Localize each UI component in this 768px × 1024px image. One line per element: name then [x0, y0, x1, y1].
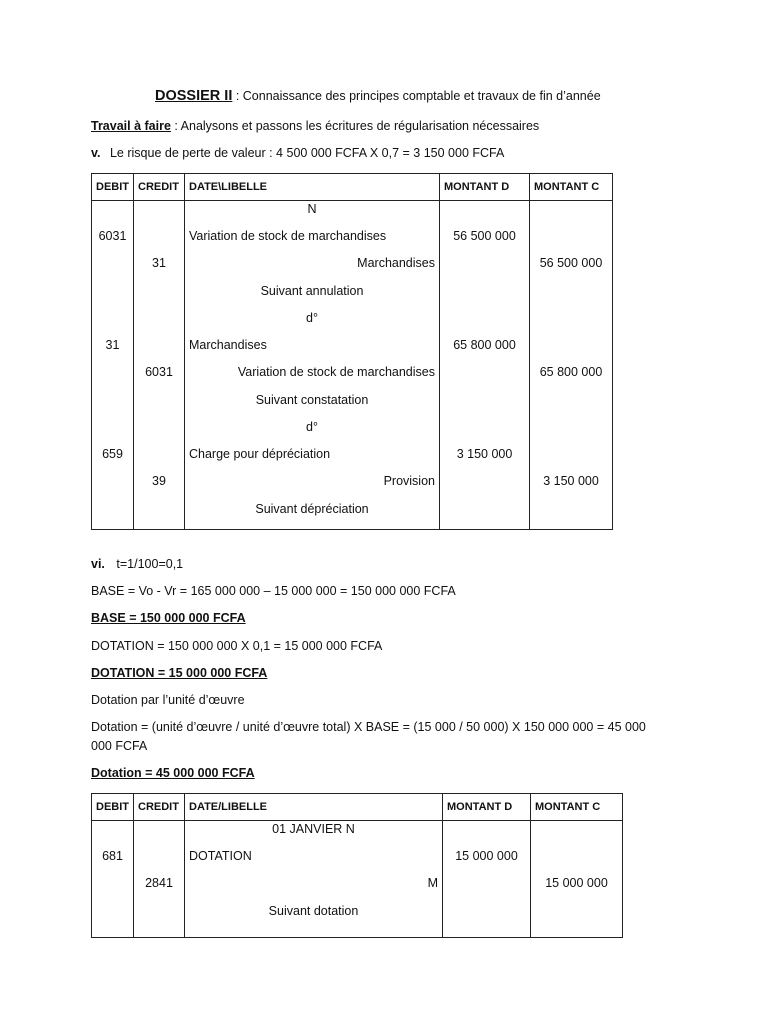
base-calculation: BASE = Vo - Vr = 165 000 000 – 15 000 000 = 150 000 000 FCFA: [91, 584, 456, 598]
entry-note: Suivant constatation: [255, 393, 369, 407]
unit-calculation-line1: Dotation = (unité d’œuvre / unité d’œuvre total) X BASE = (15 000 / 50 000) X 150 000 000 = 45 000: [91, 720, 646, 734]
document-title: [155, 88, 601, 104]
unit-method-title: Dotation par l’unité d’œuvre: [91, 693, 245, 707]
entry-label: Marchandises: [189, 338, 267, 352]
unit-calculation-line2: 000 FCFA: [91, 739, 148, 753]
montant-c-cell: [530, 201, 613, 530]
credit-amount: 56 500 000: [539, 256, 603, 270]
task-text: : Analysons et passons les écritures de régularisation nécessaires: [170, 119, 540, 133]
col-header-montant-d: MONTANT D: [443, 794, 531, 821]
debit-account: 659: [102, 447, 123, 461]
credit-cell: [134, 821, 185, 938]
dotation-calculation: DOTATION = 150 000 000 X 0,1 = 15 000 000 FCFA: [91, 639, 383, 653]
col-header-credit: CREDIT: [134, 174, 185, 201]
credit-account: 6031: [145, 365, 173, 379]
entry-label: Variation de stock de marchandises: [237, 365, 435, 379]
date-label: 01 JANVIER N: [272, 822, 355, 836]
entry-label: DOTATION: [189, 849, 252, 863]
col-header-libelle: DATE\LIBELLE: [185, 174, 440, 201]
debit-cell: [92, 821, 134, 938]
entry-label: Charge pour dépréciation: [189, 447, 331, 461]
item-v-line: [91, 146, 504, 160]
debit-amount: 3 150 000: [456, 447, 513, 461]
entry-label: Provision: [383, 474, 435, 488]
col-header-montant-c: MONTANT C: [530, 174, 613, 201]
entry-note: Suivant annulation: [260, 284, 364, 298]
journal-table-1: [91, 173, 613, 530]
dotation-result: DOTATION = 15 000 000 FCFA: [91, 666, 268, 680]
debit-amount: 15 000 000: [455, 849, 518, 863]
rate-formula: t=1/100=0,1: [116, 557, 184, 571]
col-header-debit: DEBIT: [92, 794, 134, 821]
journal-table-2: [91, 793, 623, 938]
debit-account: 681: [102, 849, 123, 863]
libelle-cell: [185, 201, 440, 530]
debit-amount: 56 500 000: [453, 229, 516, 243]
debit-account: 6031: [98, 229, 127, 243]
col-header-montant-d: MONTANT D: [440, 174, 530, 201]
col-header-montant-c: MONTANT C: [531, 794, 623, 821]
item-vi-line: [91, 557, 183, 571]
ditto-mark: d°: [306, 420, 318, 434]
montant-d-cell: [443, 821, 531, 938]
entry-note: Suivant dépréciation: [255, 502, 369, 516]
entry-label: M: [427, 876, 438, 890]
dossier-subtitle: : Connaissance des principes comptable et travaux de fin d’année: [232, 89, 601, 103]
debit-amount: 65 800 000: [453, 338, 516, 352]
debit-cell: [92, 201, 134, 530]
credit-cell: [134, 201, 185, 530]
credit-account: 31: [152, 256, 166, 270]
task-line: [91, 119, 539, 133]
col-header-credit: CREDIT: [134, 794, 185, 821]
credit-amount: 3 150 000: [543, 474, 599, 488]
debit-account: 31: [105, 338, 120, 352]
entry-label: Variation de stock de marchandises: [189, 229, 387, 243]
ditto-mark: d°: [306, 311, 318, 325]
credit-account: 39: [152, 474, 166, 488]
montant-c-cell: [531, 821, 623, 938]
montant-d-cell: [440, 201, 530, 530]
dossier-label: DOSSIER II: [155, 88, 233, 104]
col-header-debit: DEBIT: [92, 174, 134, 201]
libelle-cell: [185, 821, 443, 938]
task-label: Travail à faire: [91, 119, 171, 133]
unit-dotation-result: Dotation = 45 000 000 FCFA: [91, 766, 255, 780]
credit-amount: 65 800 000: [539, 365, 603, 379]
item-vi-label: vi.: [91, 557, 105, 571]
entry-label: Marchandises: [357, 256, 435, 270]
item-v-label: v.: [91, 146, 101, 160]
base-result: BASE = 150 000 000 FCFA: [91, 611, 246, 625]
entry-note: Suivant dotation: [268, 904, 359, 918]
col-header-libelle: DATE/LIBELLE: [185, 794, 443, 821]
date-label: N: [307, 202, 317, 216]
credit-account: 2841: [145, 876, 173, 890]
item-v-text: Le risque de perte de valeur : 4 500 000 FCFA X 0,7 = 3 150 000 FCFA: [109, 146, 505, 160]
credit-amount: 15 000 000: [545, 876, 608, 890]
